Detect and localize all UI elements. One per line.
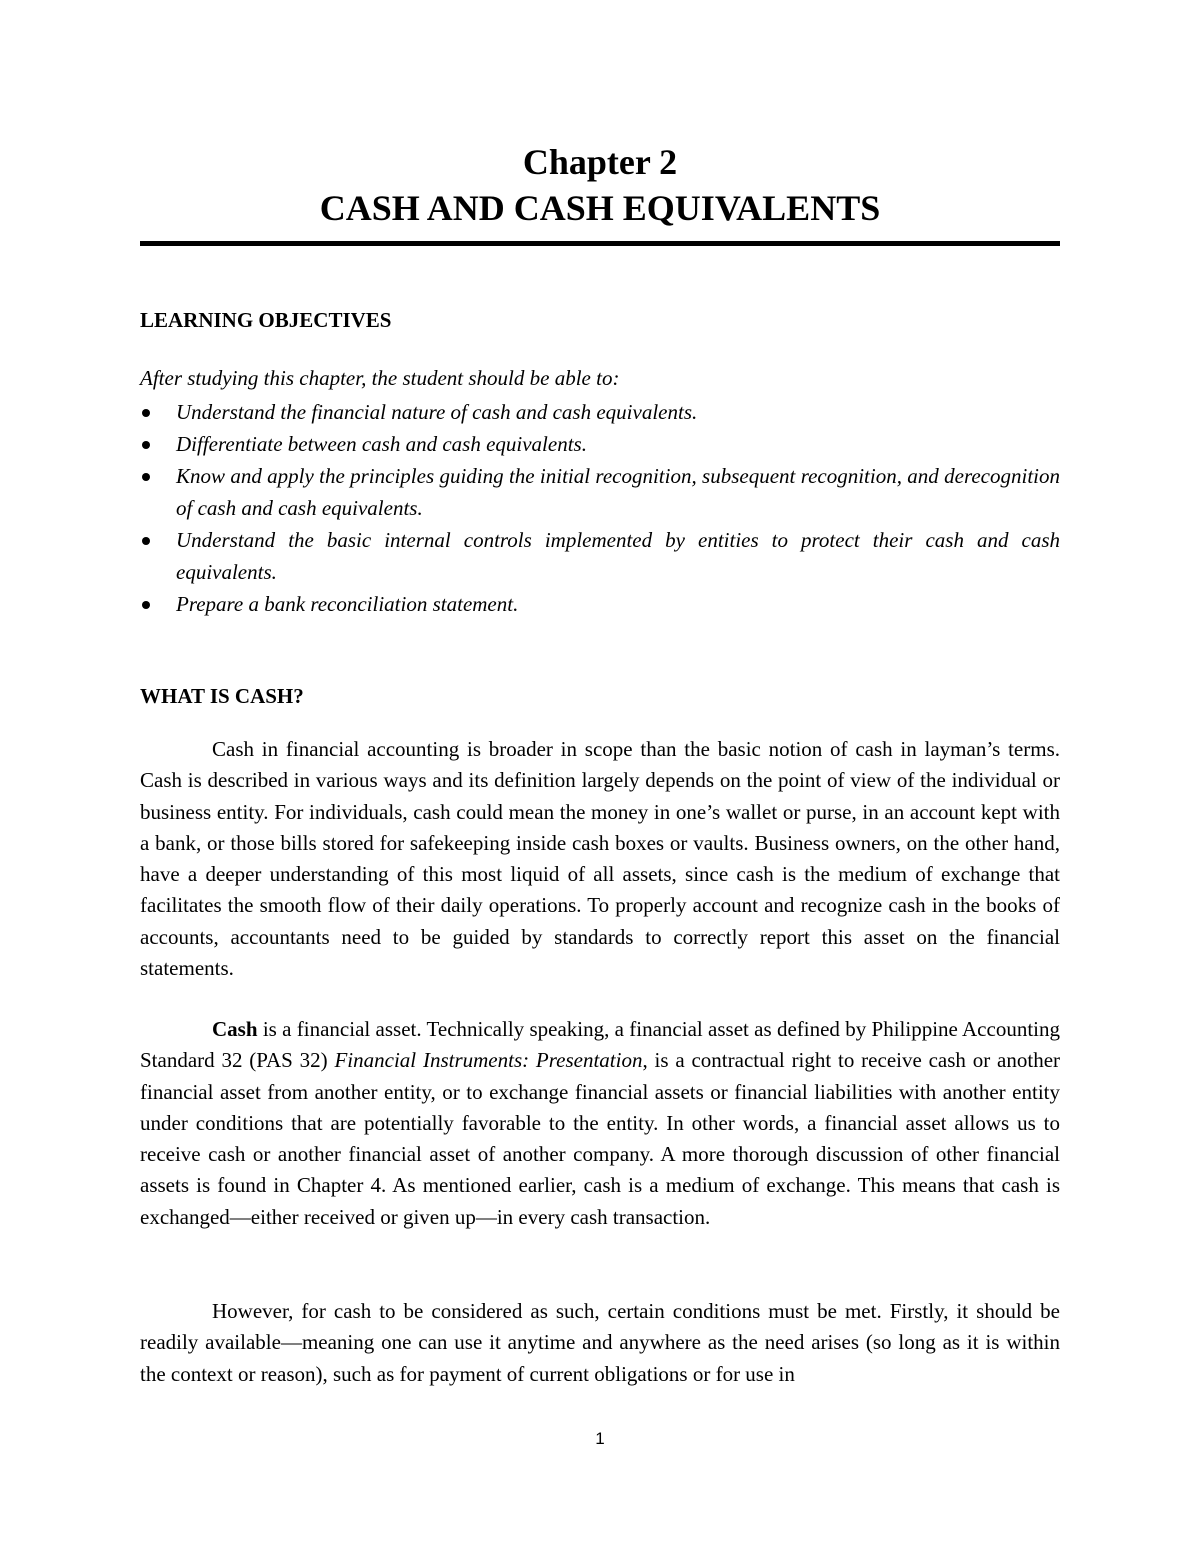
bullet-icon	[142, 409, 150, 417]
chapter-title: CASH AND CASH EQUIVALENTS	[319, 188, 881, 228]
term-cash: Cash	[212, 1017, 258, 1041]
objective-text: Understand the financial nature of cash and cash equivalents.	[176, 400, 698, 424]
paragraph-cash-conditions: However, for cash to be considered as such, certain conditions must be met. Firstly, it should be readily available—meaning one can use it anytime and anywhere as the need arises (so long as it is within the context or reason), such as for payment of current obligations or for use in	[140, 1299, 1060, 1386]
bullet-icon	[142, 601, 150, 609]
standard-title: Financial Instruments: Presentation	[334, 1048, 643, 1073]
bullet-icon	[142, 473, 150, 481]
bullet-icon	[142, 537, 150, 545]
bullet-icon	[142, 441, 150, 449]
objective-text: Prepare a bank reconciliation statement.	[176, 592, 519, 616]
page-number: 1	[595, 1429, 605, 1448]
definition-text-2: , is a contractual right to receive cash or another financial asset from another entity, or to exchange financial assets or financial liabilities with another entity under conditions that are potentially favorable to the entity. In other words, a financial asset allows us to receive cash or another financial asset of another company. A more thorough discussion of other financial assets is found in Chapter 4. As mentioned earlier, cash is a medium of exchange. This means that cash is exchanged—either received or given up—in every cash transaction.	[140, 1048, 1061, 1229]
objective-text: Understand the basic internal controls implemented by entities to protect their cash and cash equivalents.	[176, 528, 1060, 584]
objectives-intro: After studying this chapter, the student should be able to:	[140, 366, 620, 390]
objective-text: Know and apply the principles guiding the initial recognition, subsequent recognition, and derecognition of cash and cash equivalents.	[176, 464, 1060, 520]
objectives-list	[140, 396, 1060, 620]
paragraph-cash-scope: Cash in financial accounting is broader in scope than the basic notion of cash in layman’s terms. Cash is described in various ways and its definition largely depends on the point of view of the individual or business entity. For individuals, cash could mean the money in one’s wallet or purse, in an account kept with a bank, or those bills stored for safekeeping inside cash boxes or vaults. Business owners, on the other hand, have a deeper understanding of this most liquid of all assets, since cash is the medium of exchange that facilitates the smooth flow of their daily operations. To properly account and recognize cash in the books of accounts, accountants need to be guided by standards to correctly report this asset on the financial statements.	[140, 737, 1060, 981]
title-divider	[140, 241, 1060, 246]
list-item	[140, 460, 1060, 524]
list-item	[140, 396, 1060, 428]
definition-text-1: is a financial asset. Technically speaking, a financial asset as defined by Philippine Accounting Standard 32 (PAS 32)	[140, 1017, 1060, 1073]
paragraph-cash-definition	[140, 1014, 1060, 1233]
learning-objectives-heading: LEARNING OBJECTIVES	[140, 308, 392, 332]
objective-text: Differentiate between cash and cash equivalents.	[176, 432, 587, 456]
list-item	[140, 428, 1060, 460]
list-item	[140, 524, 1060, 588]
list-item	[140, 588, 1060, 620]
what-is-cash-heading: WHAT IS CASH?	[140, 684, 304, 708]
chapter-number: Chapter 2	[522, 142, 678, 182]
